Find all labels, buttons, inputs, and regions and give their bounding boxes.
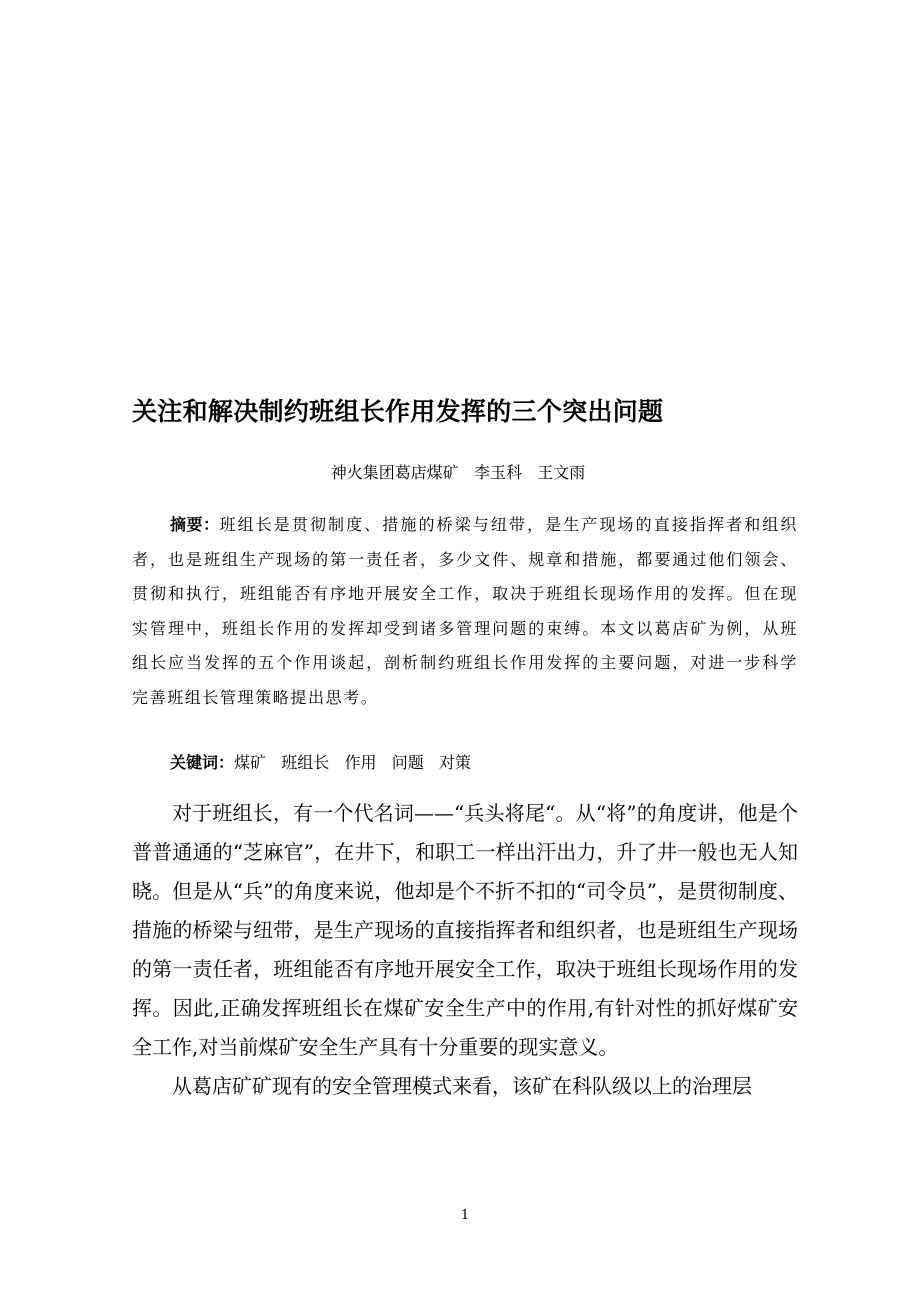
document-title: 关注和解决制约班组长作用发挥的三个突出问题 xyxy=(132,397,664,426)
keywords-text: 煤矿 班组长 作用 问题 对策 xyxy=(234,753,472,772)
body-paragraph: 从葛店矿矿现有的安全管理模式来看，该矿在科队级以上的治理层 xyxy=(172,1074,752,1098)
page-number: 1 xyxy=(460,1208,470,1223)
abstract-label: 摘要： xyxy=(170,515,220,534)
body-paragraph: 对于班组长，有一个代名词——“兵头将尾“。从“将”的角度讲，他是个普普通通的“芝麻官”，在井下，和职工一样出汗出力，升了井一般也无人知晓。但是从“兵”的角度来说，他却是个不折不扣的“司令员”，是贯彻制度、措施的桥梁与纽带，是生产现场的直接指挥者和组织者，也是班组生产现场的第一责任者，班组能否有序地开展安全工作，取决于班组长现场作用的发挥。因此,正确发挥班组长在煤矿安全生产中的作用,有针对性的抓好煤矿安全工作,对当前煤矿安全生产具有十分重要的现实意义。 xyxy=(132,801,798,1059)
author-line: 神火集团葛店煤矿 李玉科 王文雨 xyxy=(330,463,586,482)
keywords-label: 关键词： xyxy=(170,753,235,772)
abstract-text: 班组长是贯彻制度、措施的桥梁与纽带，是生产现场的直接指挥者和组织者，也是班组生产现场的第一责任者，多少文件、规章和措施，都要通过他们领会、贯彻和执行，班组能否有序地开展安全工作，取决于班组长现场作用的发挥。但在现实管理中，班组长作用的发挥却受到诸多管理问题的束缚。本文以葛店矿为例，从班组长应当发挥的五个作用谈起，剖析制约班组长作用发挥的主要问题，对进一步科学完善班组长管理策略提出思考。 xyxy=(132,515,798,707)
keywords xyxy=(170,750,471,773)
body-text xyxy=(132,794,798,1106)
abstract xyxy=(132,508,798,715)
